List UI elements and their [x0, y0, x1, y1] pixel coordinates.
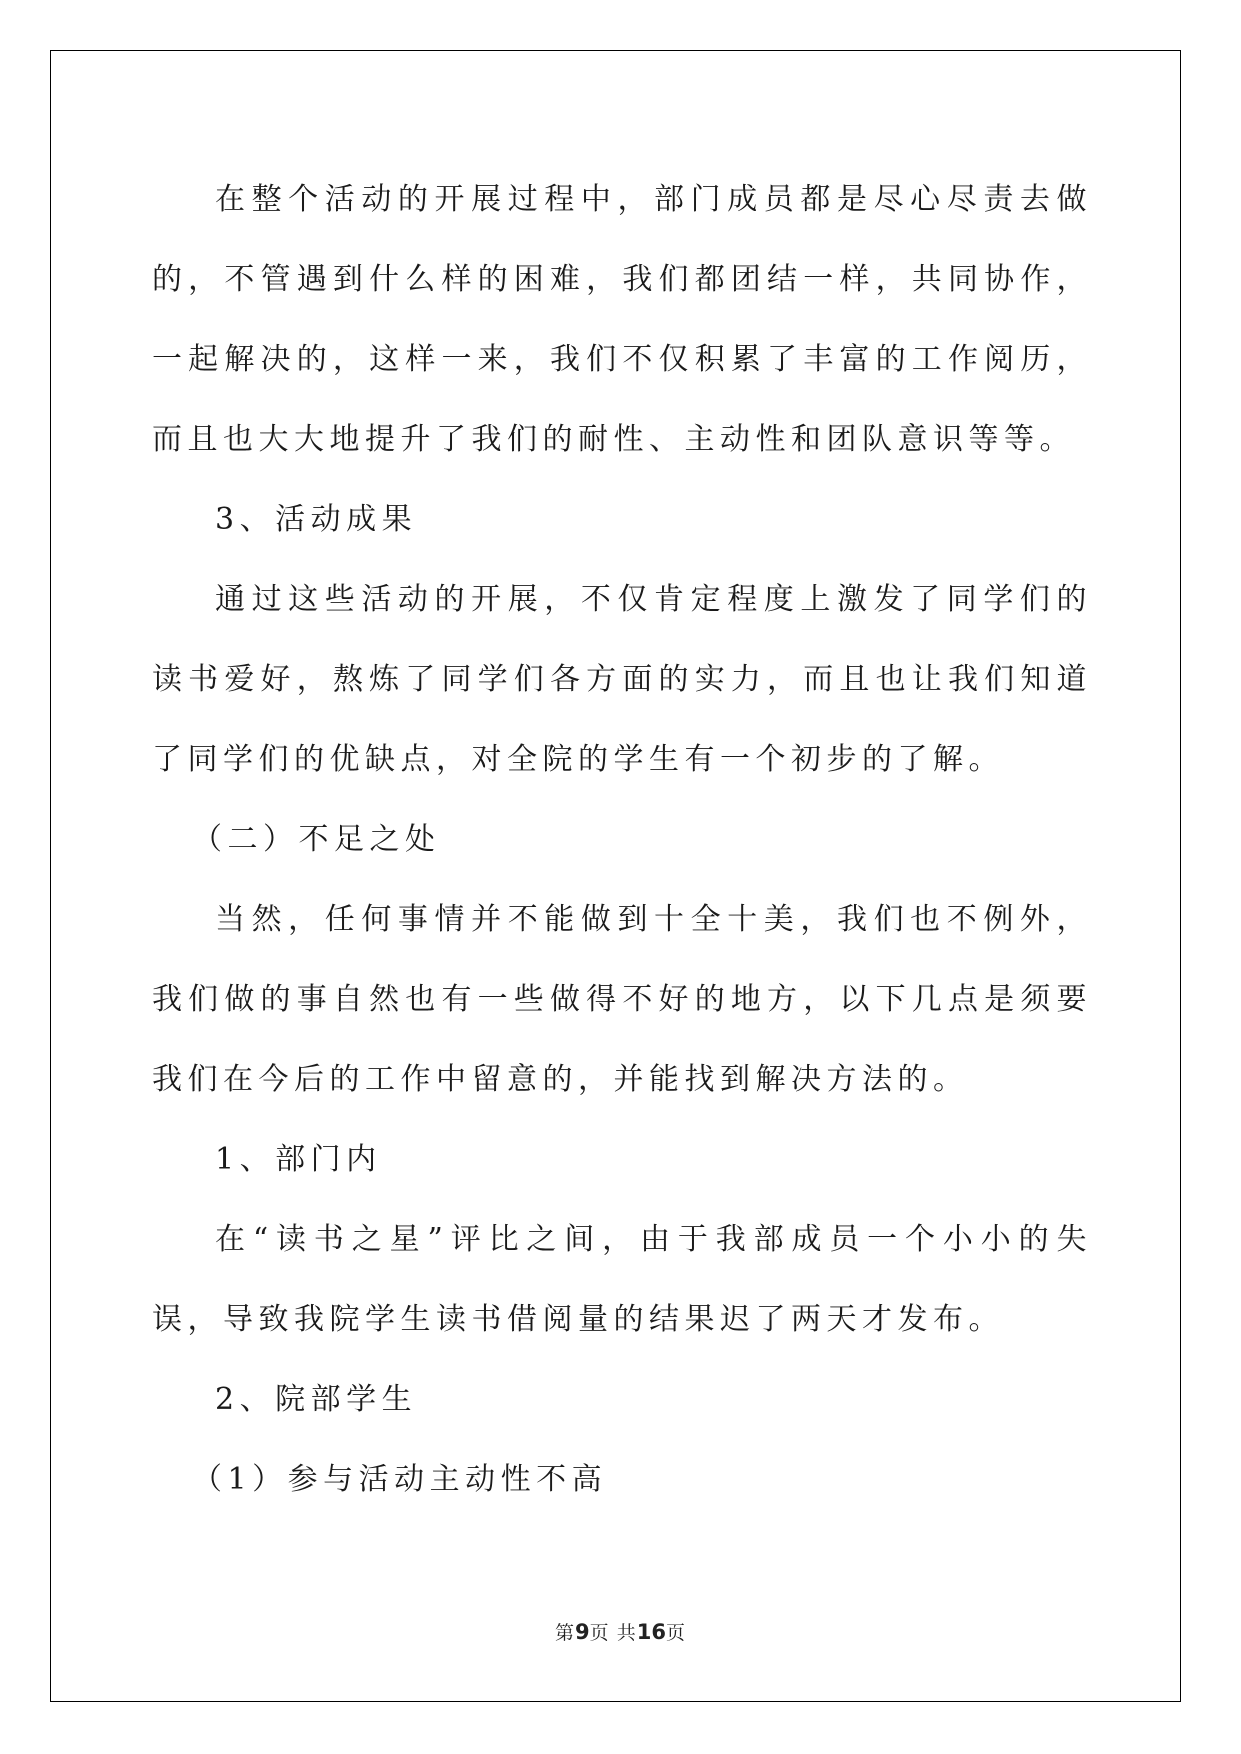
subheading-participation: （1）参与活动主动性不高: [192, 1462, 608, 1497]
heading-activity-results: 3、活动成果: [215, 502, 418, 537]
heading-shortcomings: （二）不足之处: [192, 822, 441, 857]
footer-mid: 页 共: [589, 1622, 637, 1644]
paragraph-shortcomings: 当然，任何事情并不能做到十全十美，我们也不例外，我们做的事自然也有一些做得不好的地方，以下几点是须要我们在今后的工作中留意的，并能找到解决方法的。: [152, 902, 1092, 1097]
paragraph-department: 在“读书之星”评比之间，由于我部成员一个小小的失误，导致我院学生读书借阅量的结果迟了两天才发布。: [152, 1222, 1092, 1337]
footer-suffix: 页: [665, 1622, 686, 1644]
page-footer: [0, 1618, 1241, 1645]
paragraph-teamwork: 在整个活动的开展过程中，部门成员都是尽心尽责去做的，不管遇到什么样的困难，我们都团结一样，共同协作，一起解决的，这样一来，我们不仅积累了丰富的工作阅历，而且也大大地提升了我们的耐性、主动性和团队意识等等。: [152, 182, 1092, 457]
footer-page-number: 9: [575, 1620, 590, 1644]
footer-total-pages: 16: [636, 1620, 666, 1644]
document-body: [152, 160, 1092, 1520]
heading-students: 2、院部学生: [215, 1382, 418, 1417]
heading-department: 1、部门内: [215, 1142, 382, 1177]
footer-prefix: 第: [555, 1622, 576, 1644]
paragraph-results: 通过这些活动的开展，不仅肯定程度上激发了同学们的读书爱好，熬炼了同学们各方面的实力，而且也让我们知道了同学们的优缺点，对全院的学生有一个初步的了解。: [152, 582, 1092, 777]
